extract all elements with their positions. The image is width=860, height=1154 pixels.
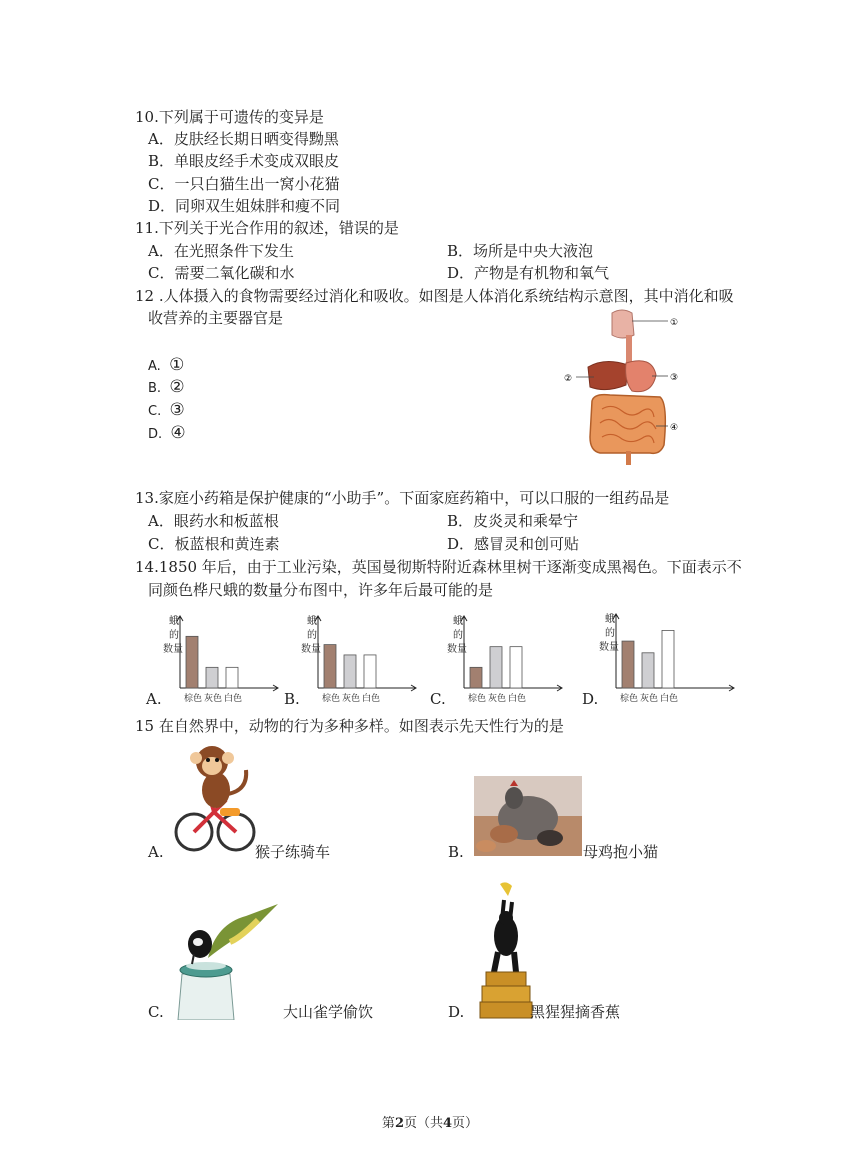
q11-option-c: C．需要二氧化碳和水 [148,264,295,282]
q12-option-c: C. ③ [148,400,185,420]
q15-option-a-caption: 猴子练骑车 [255,843,331,861]
bar-棕色 [324,645,336,688]
q13-option-b: B．皮炎灵和乘晕宁 [447,512,579,530]
q10-option-c: C．一只白猫生出一窝小花猫 [148,175,340,193]
q12-stem-line1: 12 .人体摄入的食物需要经过消化和吸收。如图是人体消化系统结构示意图，其中消化和吸 [135,287,734,305]
x-tick-label: 棕色 [322,694,341,704]
page-footer: 第2页（共4页） [381,1116,479,1131]
x-tick-label: 灰色 [640,694,659,704]
q15-option-c-letter: C. [148,1003,164,1021]
q15-option-b-caption: 母鸡抱小猫 [583,843,659,861]
q15-option-b-letter: B. [448,843,464,861]
bar-白色 [226,667,238,688]
moth-chart-d [598,606,738,708]
q14-option-c: C. [430,690,446,708]
y-axis-label: 蛾的数量 [447,616,467,655]
x-tick-label: 灰色 [204,694,223,704]
bar-灰色 [490,647,502,688]
x-tick-label: 棕色 [620,694,639,704]
x-tick-label: 白色 [660,694,679,704]
figure-label-3: ③ [670,373,679,383]
y-axis-label: 蛾的数量 [599,614,619,653]
q10-option-b: B．单眼皮经手术变成双眼皮 [148,152,340,170]
x-tick-label: 白色 [362,694,381,704]
q15-stem: 15 在自然界中，动物的行为多种多样。如图表示先天性行为的是 [135,717,564,735]
q12-option-b: B. ② [148,377,185,397]
q14-stem-line1: 14.1850 年后，由于工业污染，英国曼彻斯特附近森林里树干逐渐变成黑褐色。下面表示不 [135,558,742,576]
bar-棕色 [186,636,198,688]
q12-option-a: A. ① [148,355,185,375]
monkey-bike-image [172,740,258,858]
x-tick-label: 棕色 [184,694,203,704]
bar-白色 [662,630,674,688]
moth-chart-c [446,608,566,708]
bar-白色 [510,647,522,688]
q10-option-d: D．同卵双生姐妹胖和瘦不同 [148,197,341,215]
x-tick-label: 棕色 [468,694,487,704]
q13-option-c: C．板蓝根和黄连素 [148,535,280,553]
q14-option-d: D. [582,690,599,708]
bar-棕色 [622,641,634,688]
figure-label-2: ② [564,374,573,384]
q13-stem: 13.家庭小药箱是保护健康的“小助手”。下面家庭药箱中，可以口服的一组药品是 [135,489,670,507]
great-tit-bottle-image [168,902,282,1020]
hen-kittens-image [474,776,582,856]
q13-option-d: D．感冒灵和创可贴 [447,535,580,553]
q10-option-a: A．皮肤经长期日晒变得黝黑 [148,130,339,148]
bar-灰色 [642,653,654,688]
x-tick-label: 白色 [508,694,527,704]
x-tick-label: 白色 [224,694,243,704]
bar-白色 [364,655,376,688]
digestive-system-figure [560,305,690,470]
x-tick-label: 灰色 [488,694,507,704]
q11-stem: 11.下列关于光合作用的叙述，错误的是 [135,219,399,237]
bar-棕色 [470,667,482,688]
x-tick-label: 灰色 [342,694,361,704]
q11-option-d: D．产物是有机物和氧气 [447,264,610,282]
y-axis-label: 蛾的数量 [301,616,321,655]
bar-灰色 [344,655,356,688]
q12-stem-line2: 收营养的主要器官是 [148,309,284,327]
moth-chart-b [300,608,420,708]
q15-option-d-caption: 黑猩猩摘香蕉 [530,1003,621,1021]
q10-stem: 10.下列属于可遗传的变异是 [135,108,324,126]
q15-option-c-caption: 大山雀学偷饮 [283,1003,374,1021]
figure-label-4: ④ [670,423,679,433]
q11-option-b: B．场所是中央大液泡 [447,242,594,260]
q13-option-a: A．眼药水和板蓝根 [148,512,279,530]
q12-option-d: D. ④ [148,423,186,443]
y-axis-label: 蛾的数量 [163,616,183,655]
chimp-banana-image [478,880,534,1020]
q14-option-a: A. [146,690,162,708]
q14-option-b: B. [284,690,300,708]
bar-灰色 [206,667,218,688]
figure-label-1: ① [670,318,679,328]
q15-option-d-letter: D. [448,1003,465,1021]
q15-option-a-letter: A. [148,843,164,861]
q14-stem-line2: 同颜色桦尺蛾的数量分布图中，许多年后最可能的是 [148,581,494,599]
moth-chart-a [162,608,282,708]
q11-option-a: A．在光照条件下发生 [148,242,294,260]
